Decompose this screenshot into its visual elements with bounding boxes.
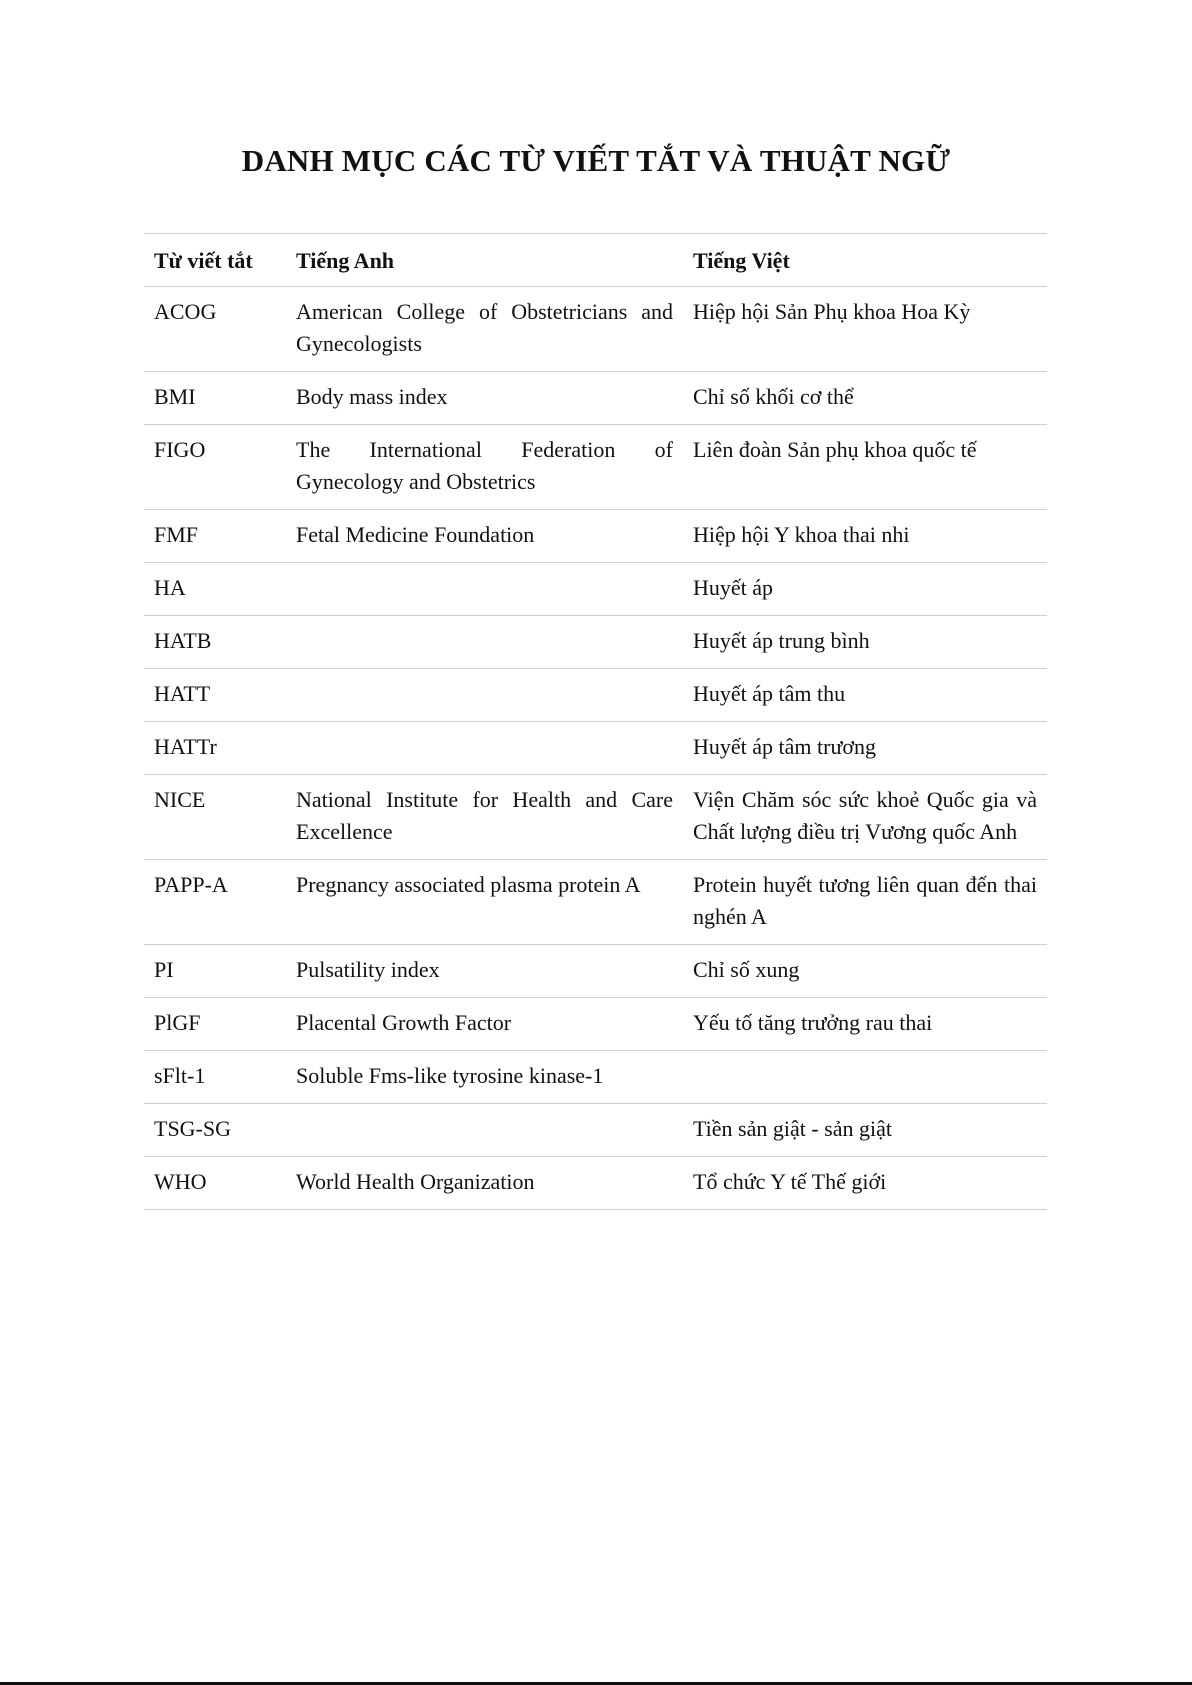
cell-abbreviation: WHO bbox=[144, 1157, 286, 1210]
table-row bbox=[144, 669, 1047, 722]
table-row bbox=[144, 1051, 1047, 1104]
cell-english bbox=[286, 722, 683, 775]
cell-abbreviation: FIGO bbox=[144, 425, 286, 510]
cell-english: Placental Growth Factor bbox=[286, 998, 683, 1051]
cell-english: Pulsatility index bbox=[286, 945, 683, 998]
header-vietnamese: Tiếng Việt bbox=[683, 234, 1047, 287]
cell-vietnamese: Protein huyết tương liên quan đến thai nghén A bbox=[683, 860, 1047, 945]
cell-english: American College of Obstetricians and Gynecologists bbox=[286, 287, 683, 372]
table-row bbox=[144, 510, 1047, 563]
cell-vietnamese bbox=[683, 1051, 1047, 1104]
table-row bbox=[144, 860, 1047, 945]
cell-abbreviation: HA bbox=[144, 563, 286, 616]
header-english: Tiếng Anh bbox=[286, 234, 683, 287]
cell-vietnamese: Hiệp hội Sản Phụ khoa Hoa Kỳ bbox=[683, 287, 1047, 372]
cell-english bbox=[286, 616, 683, 669]
cell-vietnamese: Yếu tố tăng trưởng rau thai bbox=[683, 998, 1047, 1051]
cell-vietnamese: Huyết áp tâm trương bbox=[683, 722, 1047, 775]
cell-english bbox=[286, 1104, 683, 1157]
table-row bbox=[144, 775, 1047, 860]
cell-vietnamese: Chỉ số khối cơ thể bbox=[683, 372, 1047, 425]
cell-vietnamese: Huyết áp trung bình bbox=[683, 616, 1047, 669]
table-row bbox=[144, 945, 1047, 998]
cell-abbreviation: HATB bbox=[144, 616, 286, 669]
cell-abbreviation: ACOG bbox=[144, 287, 286, 372]
header-abbreviation: Từ viết tắt bbox=[144, 234, 286, 287]
table-row bbox=[144, 616, 1047, 669]
cell-english bbox=[286, 563, 683, 616]
cell-english: World Health Organization bbox=[286, 1157, 683, 1210]
cell-abbreviation: HATTr bbox=[144, 722, 286, 775]
table-row bbox=[144, 425, 1047, 510]
table-row bbox=[144, 563, 1047, 616]
cell-english: Pregnancy associated plasma protein A bbox=[286, 860, 683, 945]
cell-abbreviation: PI bbox=[144, 945, 286, 998]
cell-abbreviation: BMI bbox=[144, 372, 286, 425]
cell-vietnamese: Tổ chức Y tế Thế giới bbox=[683, 1157, 1047, 1210]
table-row bbox=[144, 722, 1047, 775]
cell-vietnamese: Tiền sản giật - sản giật bbox=[683, 1104, 1047, 1157]
cell-vietnamese: Liên đoàn Sản phụ khoa quốc tế bbox=[683, 425, 1047, 510]
cell-vietnamese: Huyết áp bbox=[683, 563, 1047, 616]
table-row bbox=[144, 372, 1047, 425]
cell-abbreviation: FMF bbox=[144, 510, 286, 563]
cell-vietnamese: Huyết áp tâm thu bbox=[683, 669, 1047, 722]
table-row bbox=[144, 998, 1047, 1051]
cell-english: The International Federation of Gynecology and Obstetrics bbox=[286, 425, 683, 510]
abbreviation-table bbox=[144, 233, 1047, 1210]
cell-english bbox=[286, 669, 683, 722]
table-row bbox=[144, 287, 1047, 372]
cell-abbreviation: PlGF bbox=[144, 998, 286, 1051]
cell-abbreviation: sFlt-1 bbox=[144, 1051, 286, 1104]
cell-english: Body mass index bbox=[286, 372, 683, 425]
cell-abbreviation: HATT bbox=[144, 669, 286, 722]
cell-vietnamese: Hiệp hội Y khoa thai nhi bbox=[683, 510, 1047, 563]
page-title: DANH MỤC CÁC TỪ VIẾT TẮT VÀ THUẬT NGỮ bbox=[241, 143, 951, 178]
table-header-row bbox=[144, 234, 1047, 287]
table-row bbox=[144, 1157, 1047, 1210]
cell-vietnamese: Viện Chăm sóc sức khoẻ Quốc gia và Chất lượng điều trị Vương quốc Anh bbox=[683, 775, 1047, 860]
cell-english: National Institute for Health and Care Excellence bbox=[286, 775, 683, 860]
cell-vietnamese: Chỉ số xung bbox=[683, 945, 1047, 998]
cell-english: Fetal Medicine Foundation bbox=[286, 510, 683, 563]
cell-english: Soluble Fms-like tyrosine kinase-1 bbox=[286, 1051, 683, 1104]
cell-abbreviation: PAPP-A bbox=[144, 860, 286, 945]
table-row bbox=[144, 1104, 1047, 1157]
cell-abbreviation: TSG-SG bbox=[144, 1104, 286, 1157]
cell-abbreviation: NICE bbox=[144, 775, 286, 860]
